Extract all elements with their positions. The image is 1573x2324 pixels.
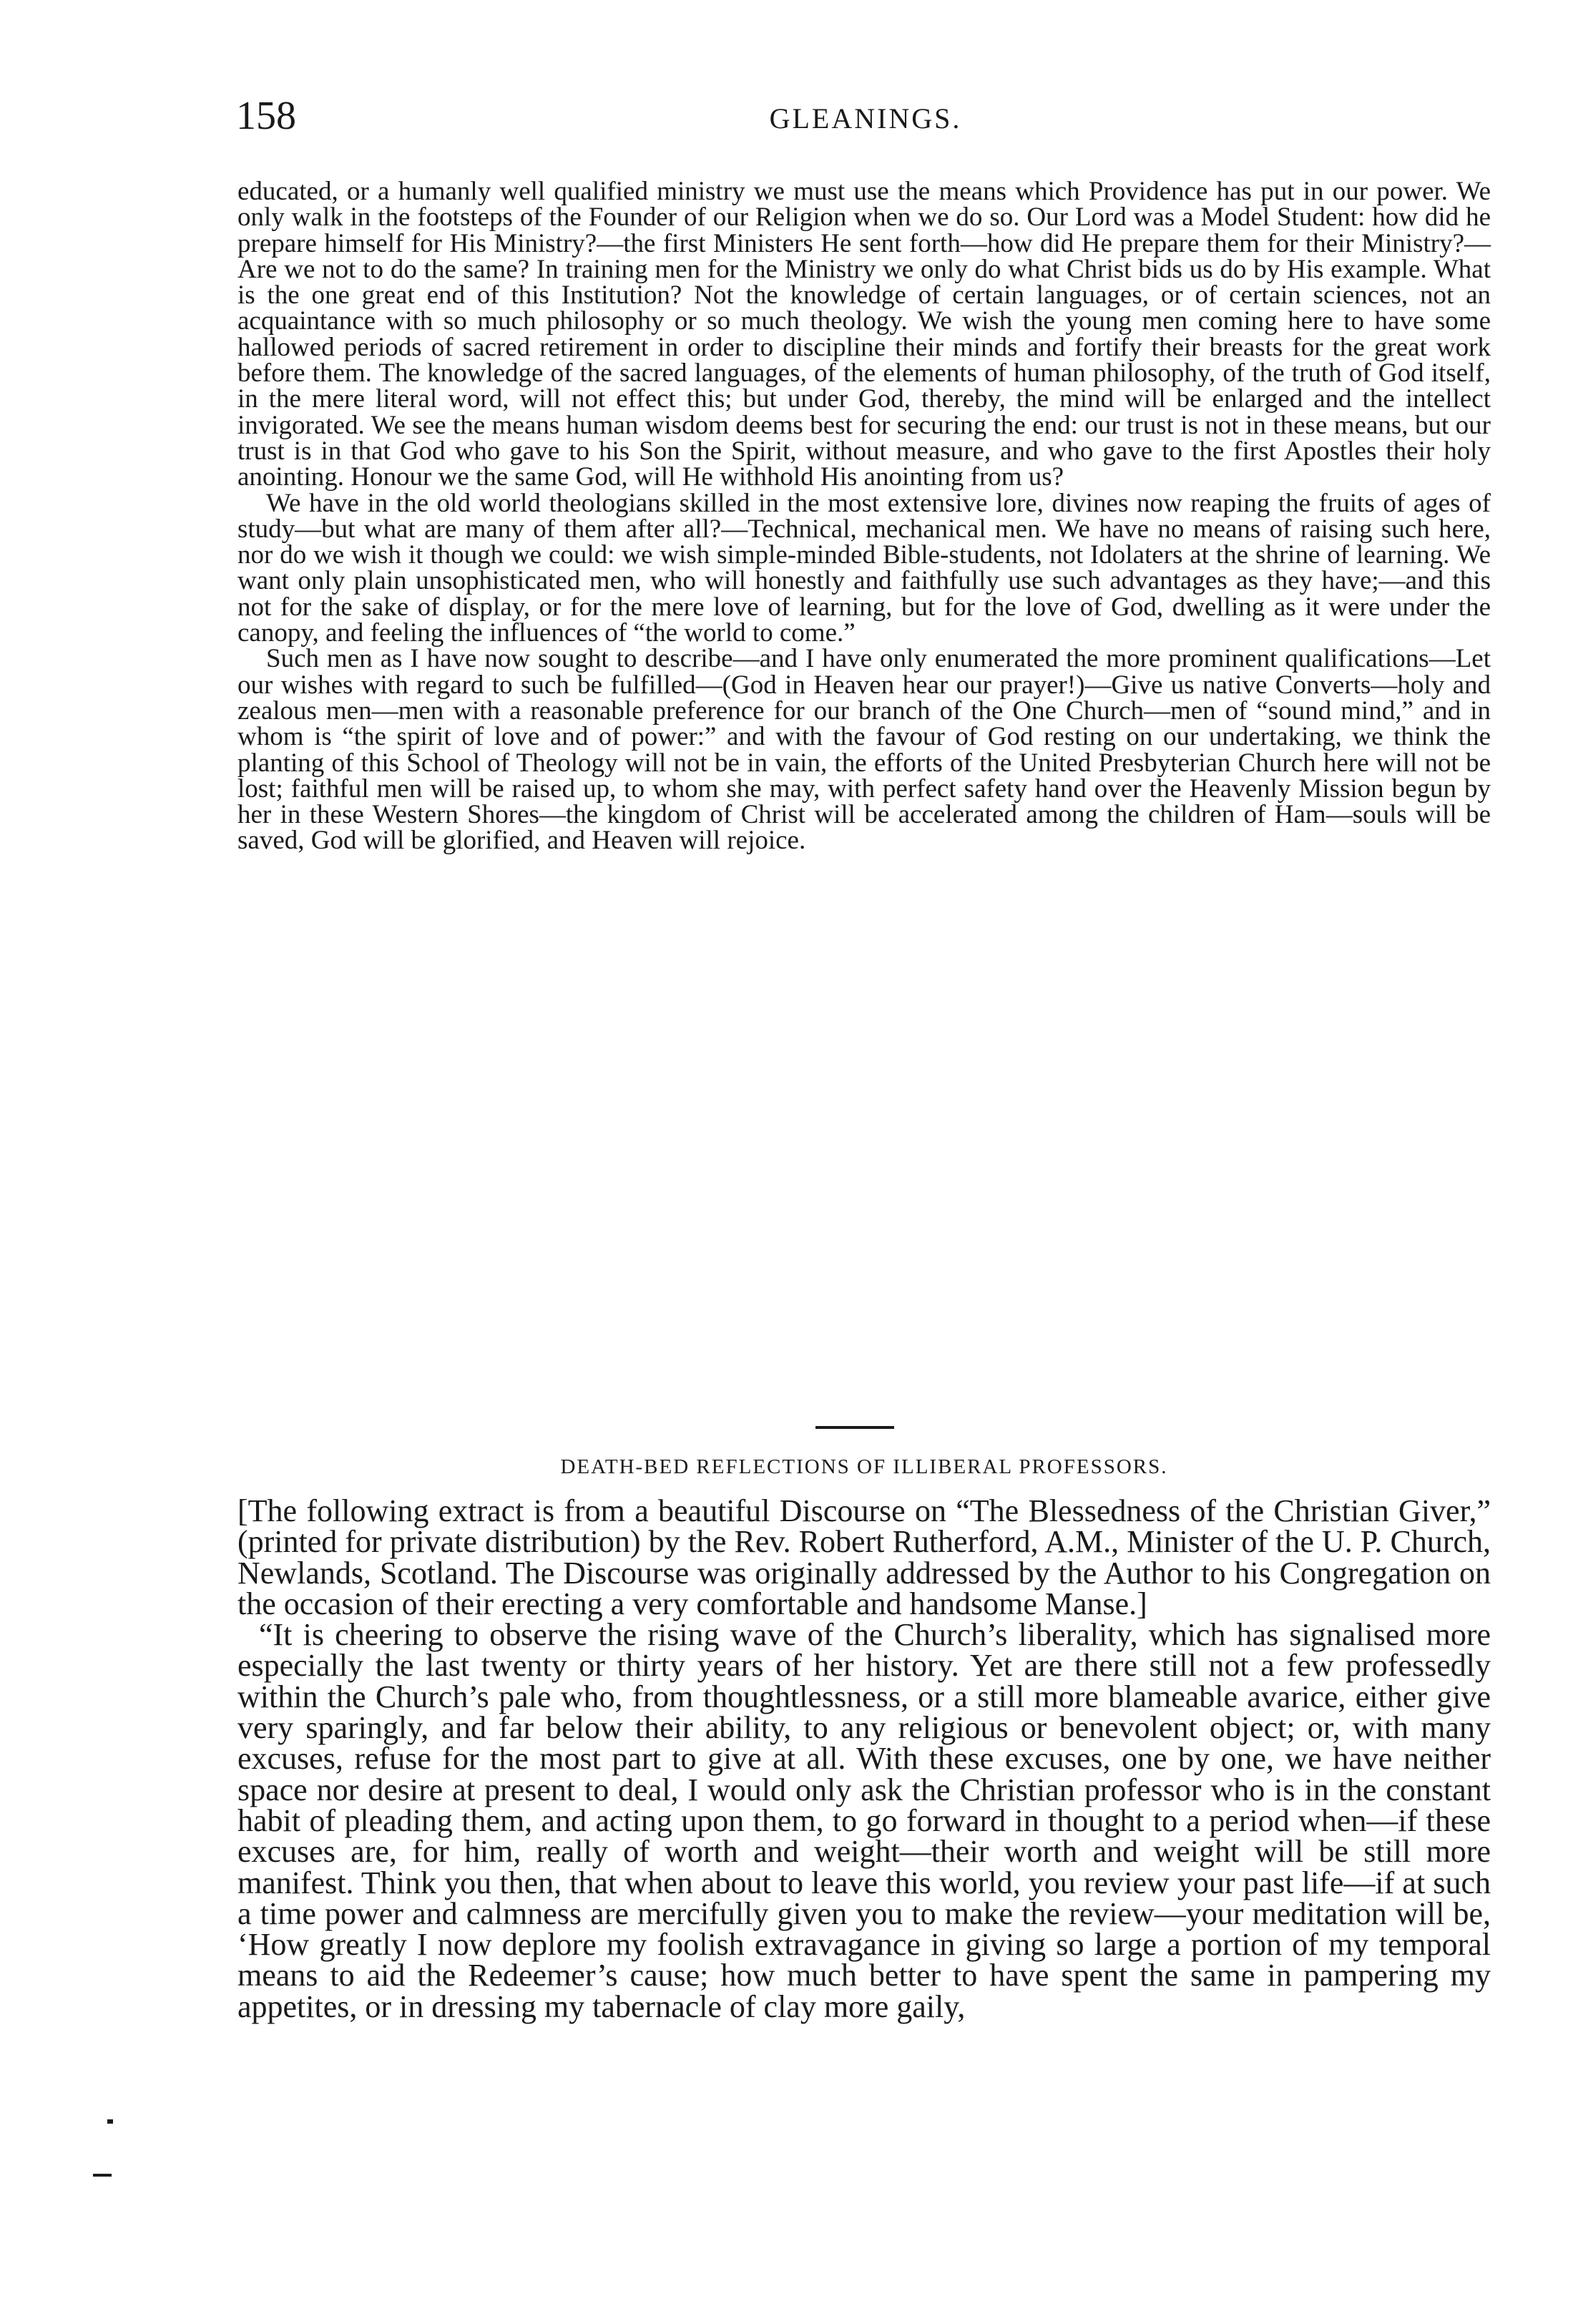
paragraph-2: We have in the old world theologians skilled in the most extensive lore, divines now reaping the fruits of ages of study—but what are many of them after all?—Technical, mechanical men. We have no means of raising such here, nor do we wish it though we could: we wish simple-minded Bible-students, not Idolaters at the shrine of learning. We want only plain unsophisticated men, who will honestly and faithfully use such advantages as they have;—and this not for the sake of display, or for the mere love of learning, but for the love of God, dwelling as it were under the canopy, and feeling the influences of “the world to come.”: [237, 488, 1491, 648]
new-article: [237, 1495, 1491, 2022]
running-title: GLEANINGS.: [769, 102, 962, 135]
paragraph-3: Such men as I have now sought to describe—and I have only enumerated the more prominent qualifications—Let our wishes with regard to such be fulfilled—(God in Heaven hear our prayer!)—Give us native Converts—holy and zealous men—men with a reasonable preference for our branch of the One Church—men of “sound mind,” and in whom is “the spirit of love and of power:” and with the favour of God resting on our undertaking, we think the planting of this School of Theology will not be in vain, the efforts of the United Presbyterian Church here will not be lost; faithful men will be raised up, to whom she may, with perfect safety hand over the Heavenly Mission begun by her in these Western Shores—the kingdom of Christ will be accelerated among the children of Ham—souls will be saved, God will be glorified, and Heaven will rejoice.: [237, 644, 1491, 856]
paragraph-1: educated, or a humanly well qualified ministry we must use the means which Providence has put in our power. We only walk in the footsteps of the Founder of our Religion when we do so. Our Lord was a Model Student: how did he prepare himself for His Ministry?—the first Ministers He sent forth—how did He prepare them for their Ministry?—Are we not to do the same? In training men for the Ministry we only do what Christ bids us do by His example. What is the one great end of this Institution? Not the knowledge of certain languages, or of certain sciences, not an acquaintance with so much philosophy or so much theology. We wish the young men coming here to have some hallowed periods of sacred retirement in order to discipline their minds and fortify their breasts for the great work before them. The knowledge of the sacred languages, of the elements of human philosophy, of the truth of God itself, in the mere literal word, will not effect this; but under God, thereby, the mind will be enlarged and the intellect invigorated. We see the means human wisdom deems best for securing the end: our trust is not in these means, but our trust is in that God who gave to his Son the Spirit, without measure, and who gave to the first Apostles their holy anointing. Honour we the same God, will He withhold His anointing from us?: [237, 177, 1491, 492]
running-head: [236, 93, 1495, 150]
article-body: “It is cheering to observe the rising wave of the Church’s liberality, which has signalised more especially the last twenty or thirty years of her history. Yet are there still not a few professedly within the Church’s pale who, from thoughtlessness, or a still more blameable avarice, either give very sparingly, and far below their ability, to any religious or benevolent object; or, with many excuses, refuse for the most part to give at all. With these excuses, one by one, we have neither space nor desire at present to deal, I would only ask the Christian professor who is in the constant habit of pleading them, and acting upon them, to go forward in thought to a period when—if these excuses are, for him, really of worth and weight—their worth and weight will be still more manifest. Think you then, that when about to leave this world, you review your past life—if at such a time power and calmness are mercifully given you to make the review—your meditation will be, ‘How greatly I now deplore my foolish extravagance in giving so large a portion of my temporal means to aid the Redeemer’s cause; how much better to have spent the same in pampering my appetites, or in dressing my tabernacle of clay more gaily,: [237, 1617, 1491, 2024]
page-number: 158: [236, 94, 296, 138]
editorial-intro: [The following extract is from a beautiful Discourse on “The Blessedness of the Christian Giver,” (printed for private distribution) by the Rev. Robert Rutherford, A.M., Minister of the U. P. Church, Newlands, Scotland. The Discourse was originally addressed by the Author to his Congregation on the occasion of their erecting a very comfortable and handsome Manse.]: [237, 1493, 1491, 1621]
article-continued: [237, 179, 1491, 854]
margin-dot-mark: [107, 2119, 113, 2124]
article-title: DEATH-BED REFLECTIONS OF ILLIBERAL PROFESSORS.: [560, 1455, 1168, 1478]
section-divider: [815, 1426, 894, 1429]
margin-dash-mark: [93, 2174, 112, 2177]
